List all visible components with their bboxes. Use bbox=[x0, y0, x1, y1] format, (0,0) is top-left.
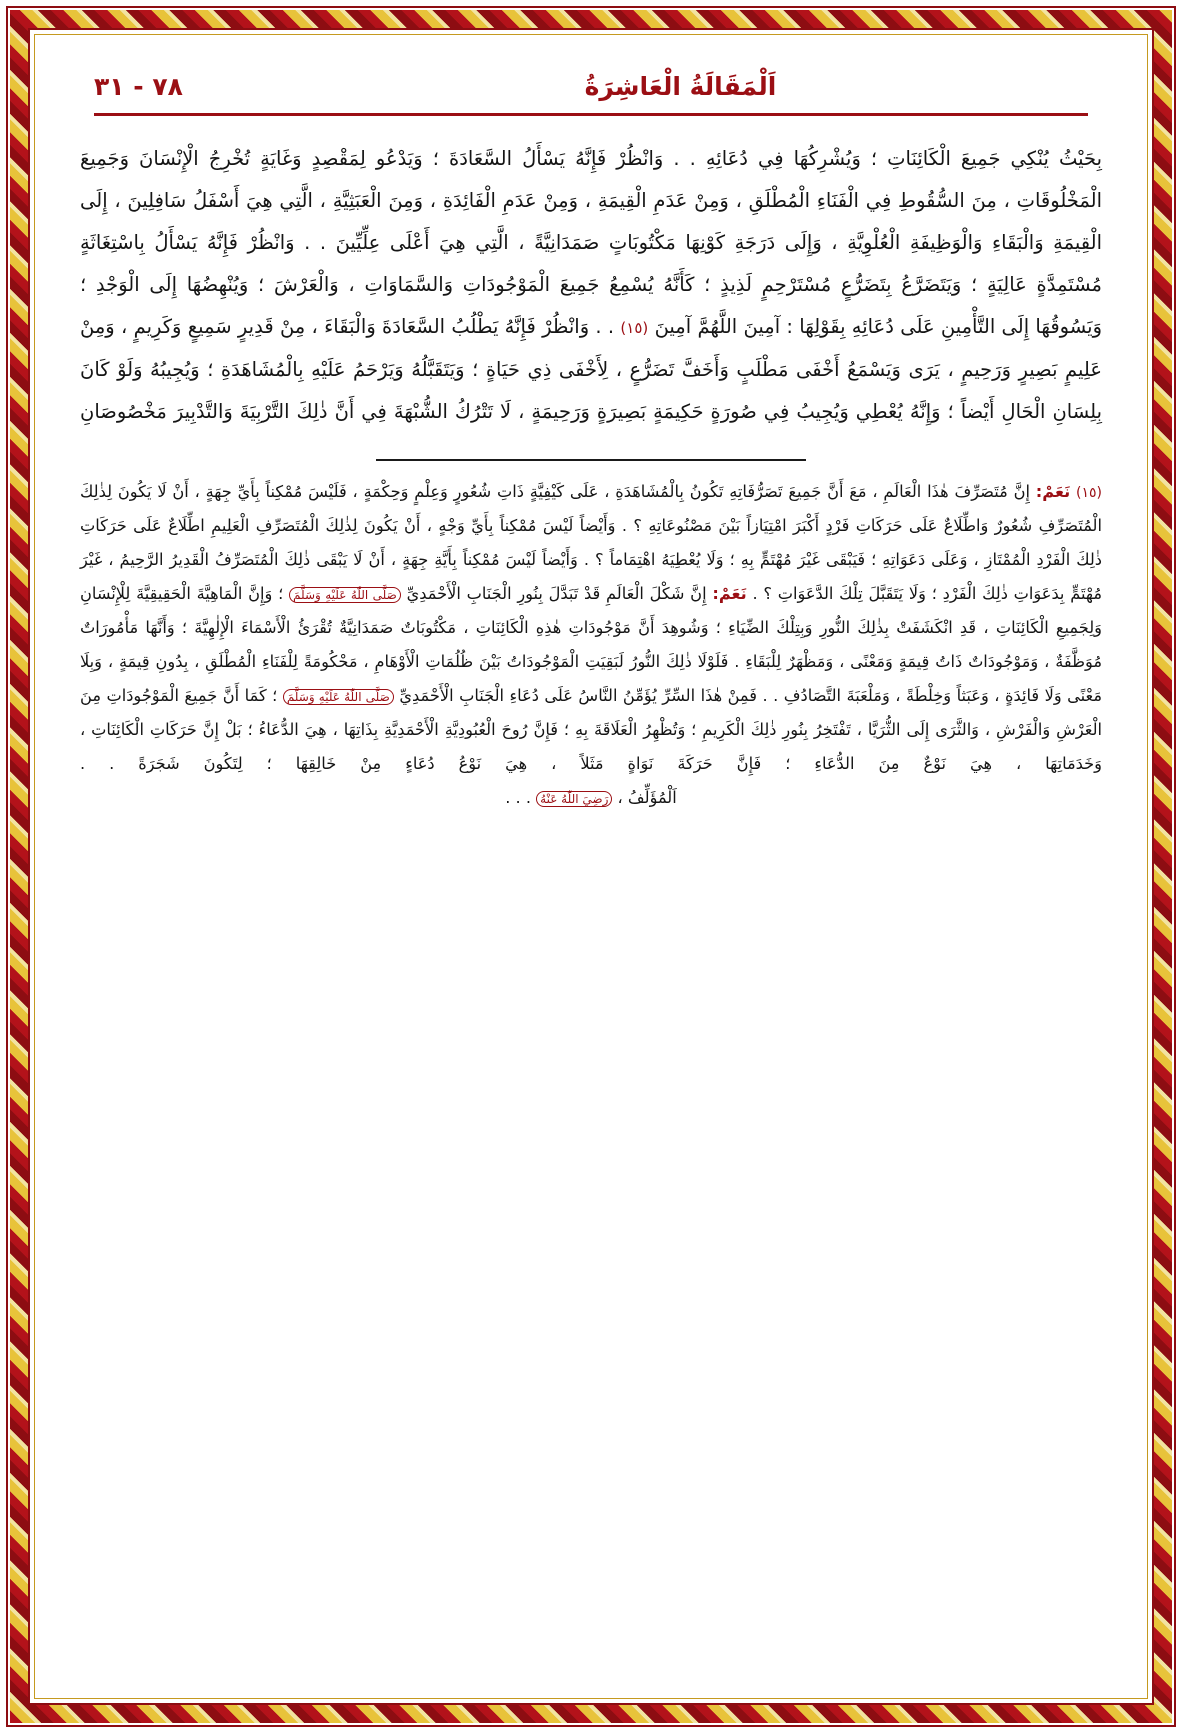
honorific-badge-3: رَضِيَ اللّٰهُ عَنْهُ bbox=[536, 791, 612, 807]
footnote-ellipsis: . . . bbox=[505, 787, 531, 807]
footnote-block bbox=[80, 475, 1102, 815]
honorific-badge-2: صَلَّى اللّٰهُ عَلَيْهِ وَسَلَّمَ bbox=[283, 689, 394, 705]
page-number: ٧٨ - ٣١ bbox=[94, 72, 183, 101]
main-body-text bbox=[80, 138, 1102, 433]
footnote-divider bbox=[376, 459, 805, 461]
footnote-text-2: إِنَّ شَكْلَ الْعَالَمِ قَدْ تَبَدَّلَ بِنُورِ الْجَنَابِ الْأَحْمَدِيِّ bbox=[406, 583, 707, 603]
author-label: اَلْمُؤَلِّفُ ، bbox=[617, 787, 677, 807]
page-header bbox=[80, 72, 1102, 101]
chapter-title: اَلْمَقَالَةُ الْعَاشِرَةُ bbox=[584, 72, 777, 101]
footnote-marker: (١٥) bbox=[1076, 484, 1102, 501]
footnote-paragraph bbox=[80, 475, 1102, 781]
footnote-naam-2: نَعَمْ: bbox=[712, 583, 747, 603]
body-part-1: بِحَيْثُ يُنْكِي جَمِيعَ الْكَائِنَاتِ ؛ وَيُشْرِكُهَا فِي دُعَائِهِ . . وَانْظُرْ فَإِنَّهُ يَسْأَلُ السَّعَادَةَ ؛ وَيَدْعُو لِمَقْصِدٍ وَغَايَةٍ تُخْرِجُ الْإِنْسَانَ وَجَمِيعَ الْمَخْلُوقَاتِ ، مِنَ السُّقُوطِ فِي الْفَنَاءِ الْمُطْلَقِ ، وَمِنْ عَدَمِ الْقِيمَةِ ، وَمِنْ عَدَمِ الْفَائِدَةِ ، وَمِنَ الْعَبَثِيَّةِ ، الَّتِي هِيَ أَسْفَلُ سَافِلِينَ ، إِلَى الْقِيمَةِ وَالْبَقَاءِ وَالْوَظِيفَةِ الْعُلْوِيَّةِ ، وَإِلَى دَرَجَةِ كَوْنِهَا مَكْتُوبَاتٍ صَمَدَانِيَّةً ، الَّتِي هِيَ أَعْلَى عِلِّيِّينَ . . وَانْظُرْ فَإِنَّهُ يَسْأَلُ بِاسْتِغَاثَةٍ مُسْتَمِدَّةٍ عَالِيَةٍ ؛ وَيَتَضَرَّعُ بِتَضَرُّعٍ مُسْتَرْحِمٍ لَذِيذٍ ؛ كَأَنَّهُ يُسْمِعُ جَمِيعَ الْمَوْجُودَاتِ وَالسَّمَاوَاتِ ، وَالْعَرْشَ ؛ وَيُنْهِضُهَا إِلَى الْوَجْدِ ؛ وَيَسُوقُهَا إِلَى التَّأْمِينِ عَلَى دُعَائِهِ بِقَوْلِهَا : آمِينَ اللَّهُمَّ آمِينَ bbox=[80, 147, 1103, 339]
page-content bbox=[44, 44, 1138, 1689]
body-paragraph bbox=[80, 138, 1102, 433]
header-divider bbox=[94, 113, 1088, 116]
footnote-text-1: إِنَّ مُتَصَرِّفَ هٰذَا الْعَالَمِ ، مَعَ أَنَّ جَمِيعَ تَصَرُّفَاتِهِ تَكُونُ بِالْمُشَاهَدَةِ ، عَلَى كَيْفِيَّةٍ ذَاتِ شُعُورٍ وَعِلْمٍ وَحِكْمَةٍ ، فَلَيْسَ مُمْكِناً بِأَيِّ جِهَةٍ ، أَنْ لَا يَكُونَ لِذٰلِكَ الْمُتَصَرِّفِ شُعُورٌ وَاطِّلَاعٌ عَلَى حَرَكَاتِ فَرْدٍ أَكْبَرَ امْتِيَازاً بَيْنَ مَصْنُوعَاتِهِ ؟ . وَأَيْضاً لَيْسَ مُمْكِناً بِأَيِّ وَجْهٍ ، أَنْ يَكُونَ لِذٰلِكَ الْمُتَصَرِّفِ الْعَلِيمِ اطِّلَاعٌ عَلَى حَرَكَاتِ ذٰلِكَ الْفَرْدِ الْمُمْتَازِ ، وَعَلَى دَعَوَاتِهِ ؛ فَيَبْقَى غَيْرَ مُهْتَمٍّ بِهِ ؛ وَلَا يُعْطِيَهُ اهْتِمَاماً ؟ . وَأَيْضاً لَيْسَ مُمْكِناً بِأَيَّةِ جِهَةٍ ، أَنْ لَا يَبْقَى ذٰلِكَ الْمُتَصَرِّفُ الْقَدِيرُ الرَّحِيمُ ، غَيْرَ مُهْتَمٍّ بِدَعَوَاتِ ذٰلِكَ الْفَرْدِ ؛ وَلَا يَتَقَبَّلَ تِلْكَ الدَّعَوَاتِ ؟ . bbox=[80, 481, 1102, 603]
footnote-naam-1: نَعَمْ: bbox=[1035, 481, 1071, 501]
footnote-signature-line bbox=[80, 781, 1102, 815]
footnote-text-3: ؛ وَإِنَّ الْمَاهِيَّةَ الْحَقِيقِيَّةَ لِلْإِنْسَانِ وَلِجَمِيعِ الْكَائِنَاتِ ، قَدِ انْكَشَفَتْ بِذٰلِكَ النُّورِ وَبِتِلْكَ الضِّيَاءِ ؛ وَشُوهِدَ أَنَّ مَوْجُودَاتِ هٰذِهِ الْكَائِنَاتِ ، مَكْتُوبَاتٌ صَمَدَانِيَّةٌ تُقْرَىُٔ الْأَسْمَاءَ الْإِلٰهِيَّةَ ؛ وَأَنَّهَا مَأْمُورَاتٌ مُوَظَّفَةٌ ، وَمَوْجُودَاتٌ ذَاتُ قِيمَةٍ وَمَعْنًى ، وَمَظْهَرٌ لِلْبَقَاءِ . فَلَوْلَا ذٰلِكَ النُّورُ لَبَقِيَتِ الْمَوْجُودَاتُ بَيْنَ ظُلُمَاتِ الْأَوْهَامِ ، مَحْكُومَةً لِلْفَنَاءِ الْمُطْلَقِ ، بِدُونِ قِيمَةٍ ، وَبِلَا مَعْنًى وَلَا فَائِدَةٍ ، وَعَبَثاً وَخِلْطَةً ، وَمَلْعَبَةَ التَّصَادُفِ . . فَمِنْ هٰذَا السِّرِّ يُؤَمِّنُ النَّاسُ عَلَى دُعَاءِ الْجَنَابِ الْأَحْمَدِيِّ bbox=[80, 583, 1103, 705]
body-part-2: . . وَانْظُرْ فَإِنَّهُ يَطْلُبُ السَّعَادَةَ وَالْبَقَاءَ ، مِنْ قَدِيرٍ سَمِيعٍ وَكَرِيمٍ ، وَمِنْ عَلِيمٍ بَصِيرٍ وَرَحِيمٍ ، يَرَى وَيَسْمَعُ أَخْفَى مَطْلَبٍ وَأَخَفَّ تَضَرُّعٍ ، لِأَخْفَى ذِي حَيَاةٍ ؛ وَيَتَقَبَّلُهُ وَيَرْحَمُ عَلَيْهِ بِالْمُشَاهَدَةِ ؛ وَيُجِيبُهُ وَلَوْ كَانَ بِلِسَانِ الْحَالِ أَيْضاً ؛ وَإِنَّهُ يُعْطِي وَيُجِيبُ فِي صُورَةٍ حَكِيمَةٍ بَصِيرَةٍ وَرَحِيمَةٍ ، لَا تَتْرُكُ الشُّبْهَةَ فِي أَنَّ ذٰلِكَ التَّرْبِيَةَ وَالتَّدْبِيرَ مَخْصُوصَانِ bbox=[80, 315, 1102, 423]
footnote-reference: (١٥) bbox=[620, 319, 649, 338]
footnote-text-4: ؛ كَمَا أَنَّ جَمِيعَ الْمَوْجُودَاتِ مِنَ الْعَرْشِ وَالْفَرْشِ ، وَالثَّرَى إِلَى الثُّرَيَّا ، تَفْتَخِرُ بِنُورِ ذٰلِكَ الْكَرِيمِ ؛ وَتُظْهِرُ الْعَلَاقَةَ بِهِ ؛ فَإِنَّ رُوحَ الْعُبُودِيَّةِ الْأَحْمَدِيَّةِ بِذَاتِهَا ، هِيَ الدُّعَاءُ ؛ بَلْ إِنَّ حَرَكَاتِ الْكَائِنَاتِ ، وَخَدَمَاتِهَا ، هِيَ نَوْعٌ مِنَ الدُّعَاءِ ؛ فَإِنَّ حَرَكَةَ نَوَاةٍ مَثَلاً ، هِيَ نَوْعُ دُعَاءٍ مِنْ خَالِقِهَا ؛ لِتَكُونَ شَجَرَةً . . bbox=[80, 685, 1102, 773]
honorific-badge-1: صَلَّى اللّٰهُ عَلَيْهِ وَسَلَّمَ bbox=[289, 587, 401, 603]
